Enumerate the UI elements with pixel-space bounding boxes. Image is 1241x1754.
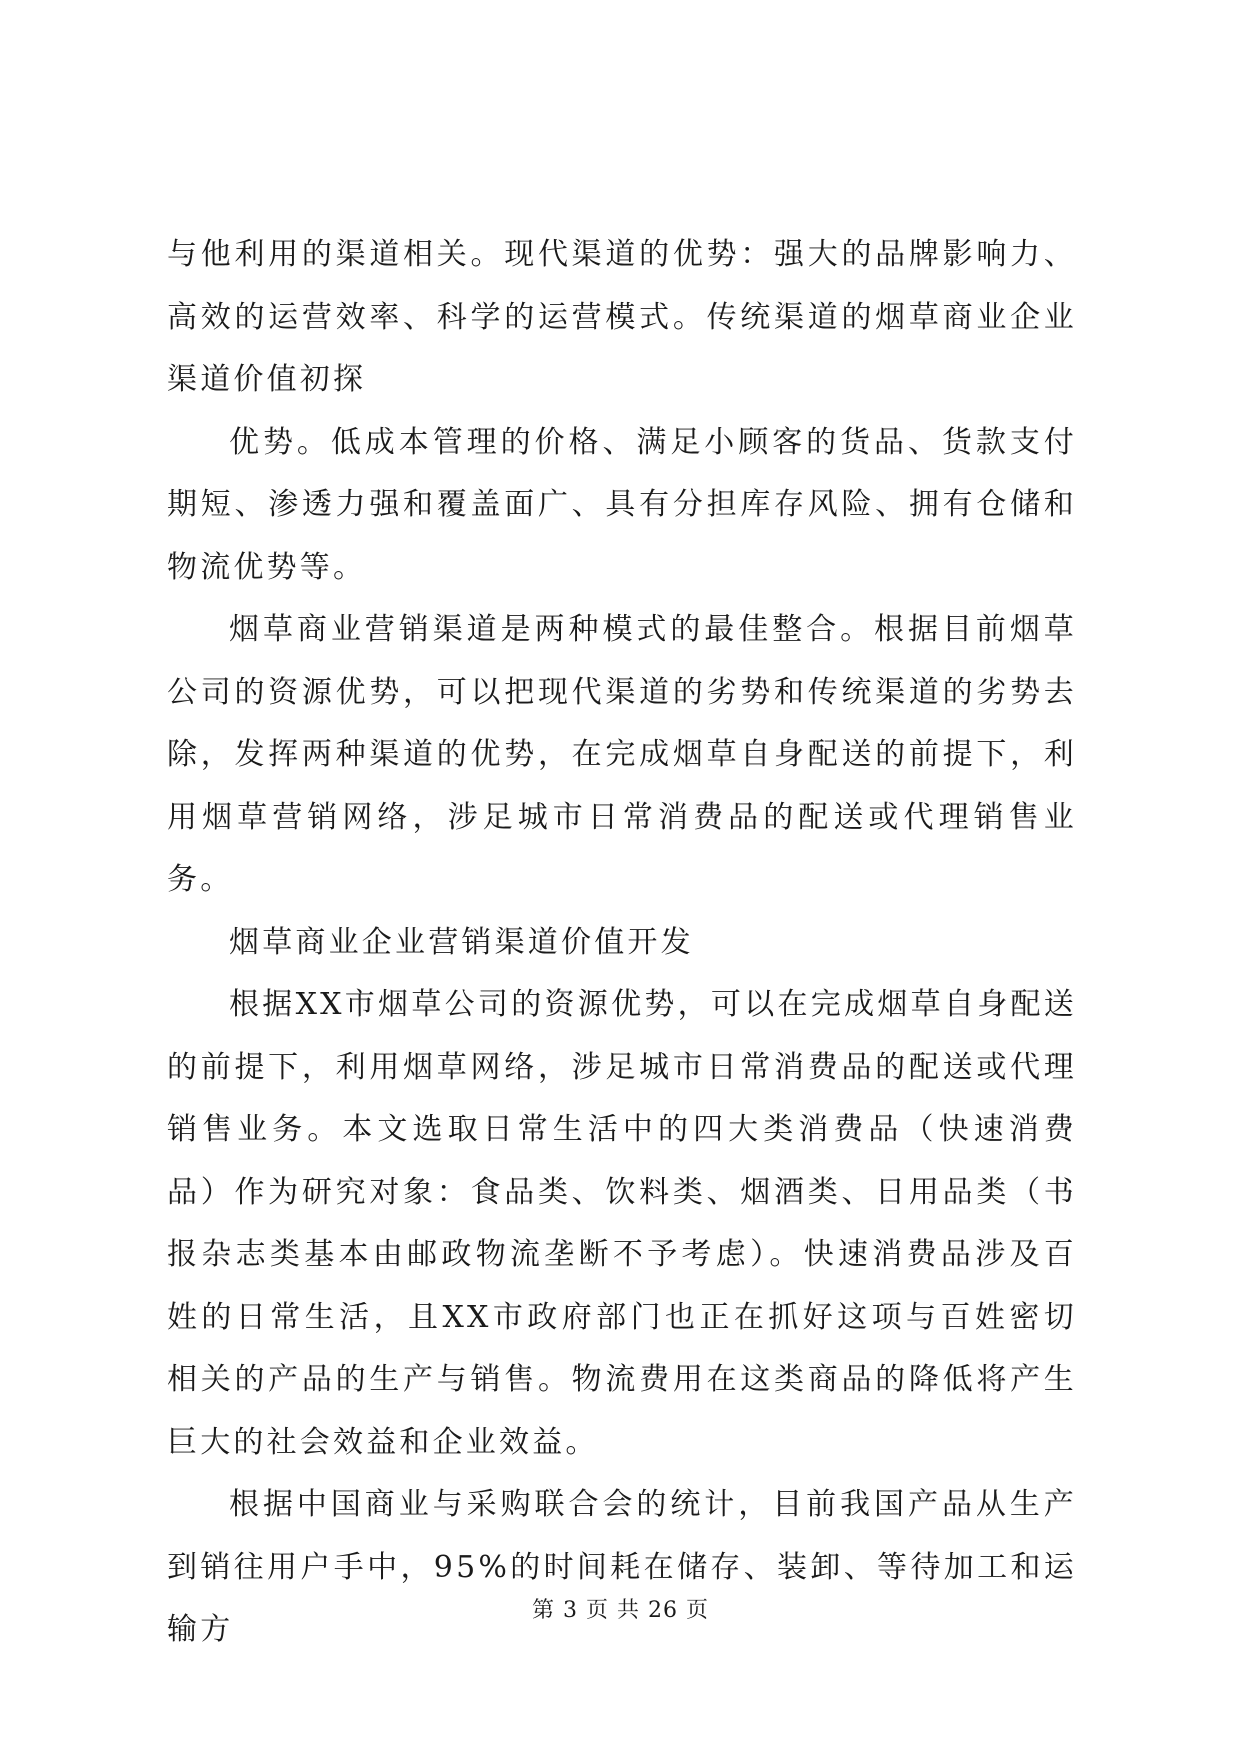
paragraph-4: 根据XX市烟草公司的资源优势，可以在完成烟草自身配送的前提下，利用烟草网络，涉足城市日常消费品的配送或代理销售业务。本文选取日常生活中的四大类消费品（快速消费品）作为研究对象：食品类、饮料类、烟酒类、日用品类（书报杂志类基本由邮政物流垄断不予考虑）。快速消费品涉及百姓的日常生活，且XX市政府部门也正在抓好这项与百姓密切相关的产品的生产与销售。物流费用在这类商品的降低将产生巨大的社会效益和企业效益。 <box>167 987 1077 1460</box>
page-footer <box>0 1596 1241 1626</box>
paragraph-2: 优势。低成本管理的价格、满足小顾客的货品、货款支付期短、渗透力强和覆盖面广、具有分担库存风险、拥有仓储和物流优势等。 <box>167 424 1077 585</box>
paragraph-3: 烟草商业营销渠道是两种模式的最佳整合。根据目前烟草公司的资源优势，可以把现代渠道的劣势和传统渠道的劣势去除，发挥两种渠道的优势，在完成烟草自身配送的前提下，利用烟草营销网络，涉足城市日常消费品的配送或代理销售业务。 <box>167 612 1077 897</box>
section-heading: 烟草商业企业营销渠道价值开发 <box>229 924 694 960</box>
page-number: 第 3 页 共 26 页 <box>532 1598 709 1623</box>
paragraph-5: 根据中国商业与采购联合会的统计，目前我国产品从生产到销往用户手中，95%的时间耗在储存、装卸、等待加工和运输方 <box>167 1487 1077 1647</box>
paragraph-1: 与他利用的渠道相关。现代渠道的优势：强大的品牌影响力、高效的运营效率、科学的运营模式。传统渠道的烟草商业企业渠道价值初探 <box>167 237 1077 397</box>
document-body <box>167 224 1077 1662</box>
